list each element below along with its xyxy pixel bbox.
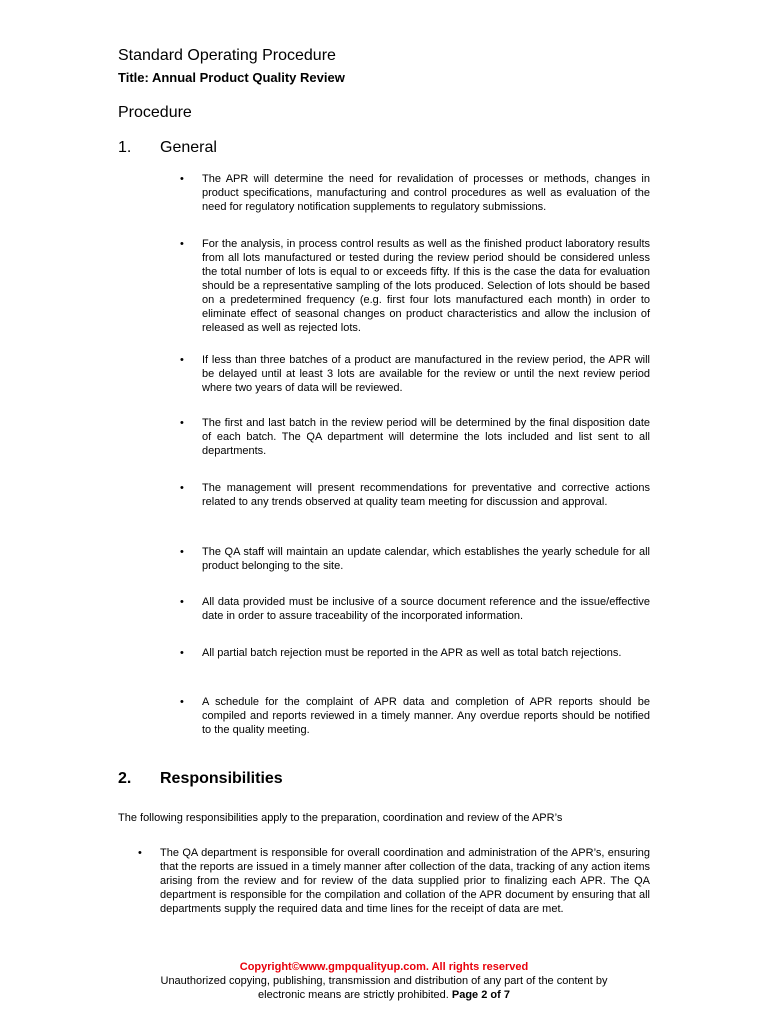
footer-notice-line1: Unauthorized copying, publishing, transmission and distribution of any part of the content by — [160, 975, 608, 987]
list-item — [180, 646, 650, 660]
footer-notice-line2 — [0, 988, 768, 1002]
list-item-text: If less than three batches of a product are manufactured in the review period, the APR will be delayed until at least 3 lots are available for the review or until the next review period where two years of data will be reviewed. — [202, 354, 650, 394]
section-heading-general — [118, 139, 217, 157]
list-item-text: The management will present recommendations for preventative and corrective actions related to any trends observed at quality team meeting for discussion and approval. — [202, 482, 650, 508]
list-item-text: The QA staff will maintain an update calendar, which establishes the yearly schedule for all product belonging to the site. — [202, 546, 650, 572]
document-subtitle: Title: Annual Product Quality Review — [118, 70, 345, 85]
copyright-text: Copyright©www.gmpqualityup.com. All rights reserved — [239, 961, 529, 973]
bullet-icon: • — [180, 482, 184, 494]
bullet-icon: • — [138, 847, 142, 859]
bullet-icon: • — [180, 238, 184, 250]
list-item-text: All partial batch rejection must be reported in the APR as well as total batch rejections. — [202, 647, 622, 659]
bullet-icon: • — [180, 546, 184, 558]
list-item-text: The QA department is responsible for overall coordination and administration of the APR’s, ensuring that the reports are issued in a timely manner after collection of the data, tracking of any action items arising from the review and for review of the data supplied prior to finalizing each APR. The QA department is responsible for the compilation and collation of the APR document by ensuring that all departments supply the required data and time lines for the receipt of data are met. — [160, 847, 650, 915]
bullet-icon: • — [180, 354, 184, 366]
list-item — [180, 481, 650, 509]
list-item — [180, 695, 650, 737]
list-item — [180, 172, 650, 214]
list-item-text: For the analysis, in process control results as well as the finished product laboratory results from all lots manufactured or tested during the review period should be considered unless the total number of lots is equal to or exceeds fifty. If this is the case the data for evaluation should be a representative sampling of the lots produced. Selection of lots should be based on a predetermined frequency (e.g. first four lots manufactured each month) in order to eliminate effect of seasonal changes on product characteristics and allow the inclusion of released as well as rejected lots. — [202, 238, 650, 334]
list-item — [180, 237, 650, 335]
list-item — [180, 545, 650, 573]
list-item — [180, 353, 650, 395]
list-item-text: All data provided must be inclusive of a source document reference and the issue/effective date in order to assure traceability of the incorporated information. — [202, 596, 650, 622]
section-number: 1. — [118, 139, 132, 156]
bullet-icon: • — [180, 696, 184, 708]
section-title: Responsibilities — [160, 770, 283, 787]
list-item — [180, 595, 650, 623]
section-intro: The following responsibilities apply to the preparation, coordination and review of the APR’s — [118, 812, 563, 824]
list-item-text: The APR will determine the need for revalidation of processes or methods, changes in product specifications, manufacturing and control procedures as well as evaluation of the need for regulatory notification supplements to regulatory submissions. — [202, 173, 650, 213]
bullet-icon: • — [180, 647, 184, 659]
section-heading-responsibilities — [118, 770, 283, 788]
bullet-icon: • — [180, 596, 184, 608]
list-item — [180, 416, 650, 458]
bullet-icon: • — [180, 173, 184, 185]
notice-text: electronic means are strictly prohibited. — [258, 989, 449, 1001]
document-title: Standard Operating Procedure — [118, 47, 336, 64]
section-number: 2. — [118, 770, 132, 787]
list-item-text: The first and last batch in the review period will be determined by the final disposition date of each batch. The QA department will determine the lots included and list sent to all departments. — [202, 417, 650, 457]
procedure-heading: Procedure — [118, 104, 192, 121]
footer-copyright — [0, 960, 768, 974]
bullet-icon: • — [180, 417, 184, 429]
list-item-text: A schedule for the complaint of APR data and completion of APR reports should be compiled and reports reviewed in a timely manner. Any overdue reports should be notified to the quality meeting. — [202, 696, 650, 736]
section-title: General — [160, 139, 217, 156]
page-number: Page 2 of 7 — [451, 989, 510, 1001]
list-item — [138, 846, 650, 916]
